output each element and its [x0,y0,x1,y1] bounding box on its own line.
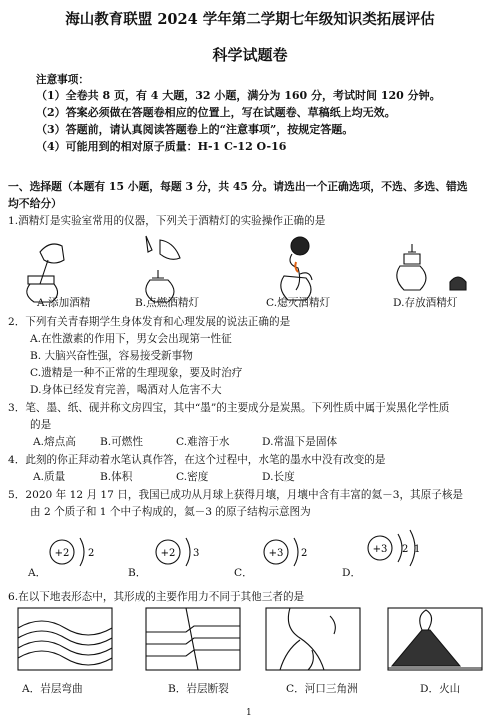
shell-label: 2 [402,544,409,555]
option-b[interactable]: B.体积 [100,471,133,483]
section-heading-cont: 均不给分） [8,197,62,210]
nucleus-label: +3 [268,548,284,559]
exam-title: 海山教育联盟 2024 学年第二学期七年级知识类拓展评估 [65,11,435,28]
question-6-stem: 6.在以下地表形态中，其形成的主要作用力不同于其他三者的是 [8,591,305,603]
shell-label: 1 [414,544,421,555]
option-c[interactable]: C.密度 [176,471,209,483]
option-b[interactable]: B.点燃酒精灯 [135,297,200,309]
option-a[interactable]: A． [28,567,47,579]
nucleus-label: +2 [54,548,70,559]
notes-heading: 注意事项： [36,74,89,86]
atom-diagrams [0,530,500,580]
option-d[interactable]: D.存放酒精灯 [393,297,458,309]
section-heading: 一、选择题（本题有 15 小题，每题 3 分，共 45 分。请选出一个正确选项，不选、多选、错选 [8,180,468,193]
option-a[interactable]: A.添加酒精 [37,297,91,309]
nucleus-label: +2 [160,548,176,559]
page-number: 1 [246,708,252,718]
option-a[interactable]: A.熔点高 [33,436,76,448]
question-5-stem: 5．2020 年 12 月 17 日，我国已成功从月球上获得月壤，月壤中含有丰富的氦－3，其原子核是 [8,489,464,501]
option-c[interactable]: C.熄灭酒精灯 [266,297,331,309]
option-d[interactable]: D．火山 [420,683,461,695]
option-c[interactable]: C．河口三角洲 [286,683,358,695]
volcano-image [388,608,482,670]
question-3-stem-cont: 的是 [30,419,52,431]
option-d[interactable]: D． [342,567,362,579]
note-item: （3）答题前，请认真阅读答题卷上的“注意事项”，按规定答题。 [36,123,354,136]
option-d[interactable]: D.长度 [262,471,295,483]
option-d[interactable]: D.身体已经发育完善，喝酒对人危害不大 [30,384,222,396]
light-lamp-image [146,236,180,302]
option-c[interactable]: C.难溶于水 [176,436,230,448]
atom-diagram-c [264,538,307,566]
river-delta-image [266,608,360,670]
option-a[interactable]: A．岩层弯曲 [22,683,83,695]
shell-label: 2 [88,548,95,559]
question-5-stem-cont: 由 2 个质子和 1 个中子构成的，氦－3 的原子结构示意图为 [30,506,311,518]
option-b[interactable]: B. 大脑兴奋性强，容易接受新事物 [30,350,193,362]
shell-label: 3 [193,548,200,559]
shell-label: 2 [301,548,308,559]
paper-subtitle: 科学试题卷 [212,46,288,64]
faulted-strata-image [146,608,240,670]
option-a[interactable]: A.质量 [33,471,66,483]
question-2-stem: 2．下列有关青春期学生身体发育和心理发展的说法正确的是 [8,316,291,328]
atom-diagram-b [156,538,199,566]
nucleus-label: +3 [372,544,388,555]
atom-diagram-d [368,530,420,566]
question-3-stem: 3．笔、墨、纸、砚并称文房四宝，其中“墨”的主要成分是炭黑。下列性质中属于炭黑化学性质 [8,402,450,414]
folded-strata-image [18,608,112,670]
option-c[interactable]: C． [234,567,253,579]
option-b[interactable]: B． [128,567,147,579]
note-item: （1）全卷共 8 页，有 4 大题，32 小题，满分为 160 分，考试时间 120 分钟。 [36,89,441,102]
question-1-stem: 1.酒精灯是实验室常用的仪器，下列关于酒精灯的实验操作正确的是 [8,215,326,227]
option-b[interactable]: B．岩层断裂 [168,683,229,695]
q6-illustrations [0,606,500,676]
atom-diagram-a [50,538,94,566]
note-item: （4）可能用到的相对原子质量：H-1 C-12 O-16 [36,140,287,153]
extinguish-lamp-image [281,237,312,300]
note-item: （2）答案必须做在答题卷相应的位置上，写在试题卷、草稿纸上均无效。 [36,106,396,119]
store-lamp-image [397,244,466,290]
option-d[interactable]: D.常温下是固体 [262,436,338,448]
option-b[interactable]: B.可燃性 [100,436,143,448]
option-a[interactable]: A.在性激素的作用下，男女会出现第一性征 [30,333,232,345]
option-c[interactable]: C.遗精是一种不正常的生理现象，要及时治疗 [30,367,243,379]
add-alcohol-image [27,244,64,302]
question-4-stem: 4．此刻的你正拜动着水笔认真作答，在这个过程中，水笔的墨水中没有改变的是 [8,454,386,466]
